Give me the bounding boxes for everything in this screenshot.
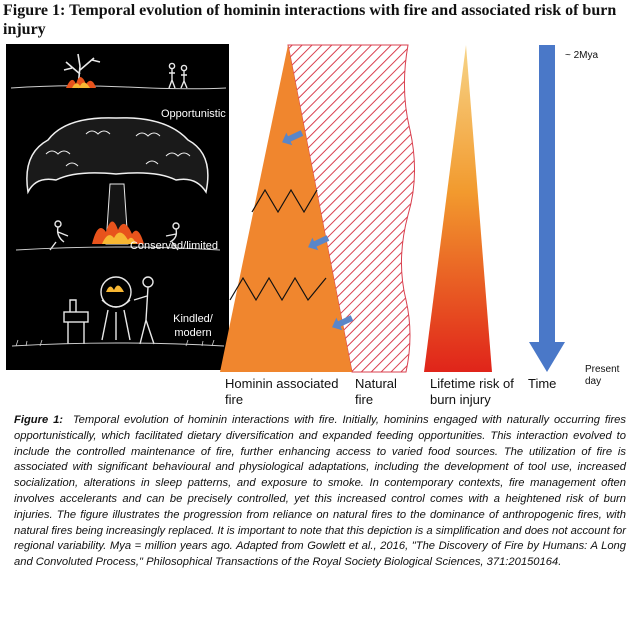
- time-end-label: Present day: [585, 364, 620, 387]
- time-start-label: ~ 2Mya: [565, 50, 599, 61]
- burn-risk-triangle: [424, 45, 492, 372]
- time-arrow: [529, 45, 565, 372]
- scene-label-opportunistic: Opportunistic: [161, 108, 226, 120]
- natural-fire-label: Natural fire: [355, 376, 397, 407]
- caption-lead: Figure 1:: [14, 414, 64, 426]
- scene-label-conserved: Conserved/limited: [129, 240, 219, 252]
- figure-caption: [14, 413, 626, 571]
- hominin-fire-label: Hominin associated fire: [225, 376, 339, 407]
- scene-label-kindled: Kindled/ modern: [173, 313, 213, 339]
- time-label: Time: [528, 376, 557, 391]
- figure-title: Figure 1: Temporal evolution of hominin interactions with fire and associated risk of burn injury: [3, 2, 617, 38]
- caption-text: Temporal evolution of hominin interactions with fire. Initially, hominins engaged with naturally occurring fires opportunistically, which facilitated dietary diversification and expanded feeding opportunities. This interaction evolved to include the controlled maintenance of fire, further enhancing access to varied food sources. The utilization of fire is associated with significant behavioural and physiological adaptations, including the development of tool use, increased socialization, alterations in sleep patterns, and exposure to smoke. In contemporary contexts, fire management often involves accelerants and can be precisely controlled, yet this increased control comes with a heightened risk of burn injuries. The figure illustrates the progression from reliance on natural fires to the dominance of anthropogenic fires, with natural fires being increasingly replaced. It is important to note that this depiction is a simplification and does not account for regional variability. Mya = million years ago. Adapted from Gowlett et al., 2016, "The Discovery of Fire by Humans: A Long and Convoluted Process," Philosophical Transactions of the Royal Society Biological Sciences, 371:20150164.: [14, 414, 626, 569]
- burn-risk-label: Lifetime risk of burn injury: [430, 376, 514, 407]
